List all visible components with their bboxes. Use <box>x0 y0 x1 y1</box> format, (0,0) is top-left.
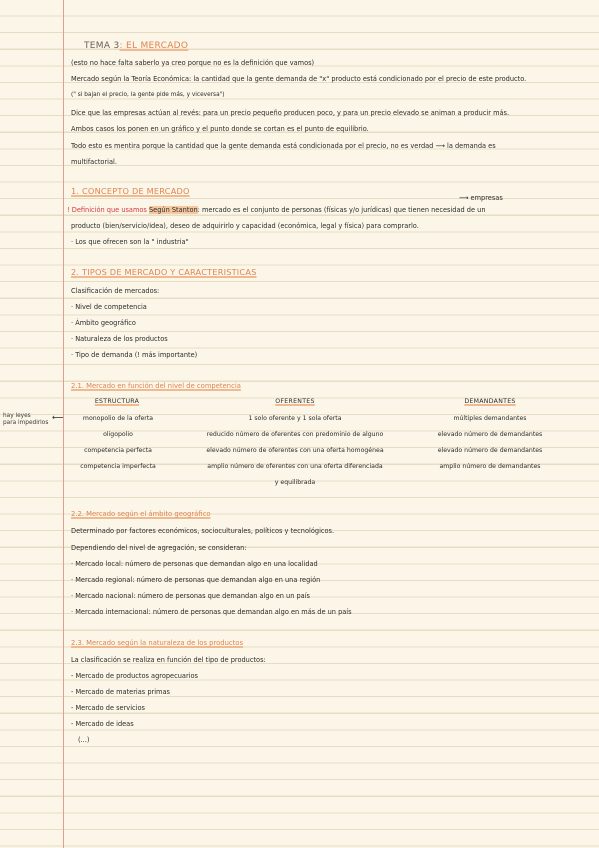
cell-demandantes: elevado número de demandantes <box>437 447 543 454</box>
side-note <box>3 413 48 427</box>
definition-label: ! Definición que usamos <box>67 206 147 214</box>
list-item: · Mercado regional: número de personas que demandan algo en una región <box>71 576 321 584</box>
section-heading: 1. CONCEPTO DE MERCADO <box>71 186 190 196</box>
cell-estructura: oligopolio <box>103 431 133 438</box>
intro-line: (esto no hace falta saberlo ya creo porque no es la definición que vamos) <box>71 59 315 67</box>
side-arrow: ⟵ <box>52 413 64 422</box>
title-accent: : EL MERCADO <box>119 41 189 51</box>
list-item: · Naturaleza de los productos <box>71 335 168 343</box>
intro-line: Ambos casos los ponen en un gráfico y el punto donde se cortan es el punto de equilibrio. <box>71 125 369 133</box>
side-note-line: para impedirlos <box>3 420 49 426</box>
list-item: - Mercado de productos agropecuarios <box>71 672 198 680</box>
cell-estructura: competencia imperfecta <box>80 463 156 470</box>
column-header: ESTRUCTURA <box>94 398 140 405</box>
list-item: · Ámbito geográfico <box>71 319 136 327</box>
subsection-heading: 2.2. Mercado según el ámbito geográfico <box>71 510 211 518</box>
cell-oferentes: amplio número de oferentes con una oferta diferenciada <box>207 463 383 470</box>
definition-author: Según Stanton <box>148 206 198 214</box>
cell-estructura: competencia perfecta <box>84 447 152 454</box>
text-line: Determinado por factores económicos, socioculturales, políticos y tecnológicos. <box>71 527 335 535</box>
intro-line: (" si bajan el precio, la gente pide más, y viceversa") <box>71 92 225 98</box>
list-item: · Nivel de competencia <box>71 303 147 311</box>
page-title <box>84 41 188 51</box>
subsection-heading: 2.1. Mercado en función del nivel de competencia <box>71 382 241 390</box>
intro-line: Mercado según la Teoría Económica: la cantidad que la gente demanda de "x" producto está condicionado por el precio de este producto. <box>71 75 527 83</box>
text-line: La clasificación se realiza en función del tipo de productos: <box>71 656 266 664</box>
definition-line <box>67 205 486 215</box>
margin-line <box>63 0 64 848</box>
intro-line: Todo esto es mentira porque la cantidad que la gente demanda está condicionada por el precio, no es verdad ⟶ la demanda es <box>71 142 496 150</box>
definition-line: · Los que ofrecen son la " industria" <box>71 238 189 246</box>
list-item: - Mercado de servicios <box>71 704 145 712</box>
ellipsis: (...) <box>78 736 90 744</box>
list-item: · Tipo de demanda (! más importante) <box>71 351 198 359</box>
title-main: TEMA 3 <box>84 41 120 51</box>
cell-oferentes: elevado número de oferentes con una oferta homogénea <box>206 447 384 454</box>
cell-demandantes: amplio número de demandantes <box>439 463 541 470</box>
list-item: · Mercado internacional: número de personas que demandan algo en más de un país <box>71 608 352 616</box>
cell-oferentes-continued: y equilibrada <box>274 479 316 486</box>
list-item: · Mercado local: número de personas que demandan algo en una localidad <box>71 560 318 568</box>
classification-intro: Clasificación de mercados: <box>71 287 160 295</box>
cell-oferentes: 1 solo oferente y 1 sola oferta <box>248 415 342 422</box>
intro-line: multifactorial. <box>71 158 117 166</box>
intro-line: Dice que las empresas actúan al revés: para un precio pequeño producen poco, y para un precio elevado se animan a producir más. <box>71 109 510 117</box>
cell-demandantes: elevado número de demandantes <box>437 431 543 438</box>
empresas-note: ⟶ empresas <box>459 194 503 202</box>
list-item: - Mercado de materias primas <box>71 688 170 696</box>
definition-text: : mercado es el conjunto de personas (físicas y/o jurídicas) que tienen necesidad de un <box>197 206 486 214</box>
section-heading: 2. TIPOS DE MERCADO Y CARACTERISTICAS <box>71 267 257 277</box>
list-item: - Mercado de ideas <box>71 720 134 728</box>
side-note-line: hay leyes <box>3 413 31 419</box>
cell-oferentes: reducido número de oferentes con predominio de alguno <box>206 431 384 438</box>
definition-line: producto (bien/servicio/idea), deseo de adquirirlo y capacidad (económica, legal y física) para comprarlo. <box>71 222 419 230</box>
cell-estructura: monopolio de la oferta <box>82 415 154 422</box>
column-header: OFERENTES <box>275 398 315 405</box>
list-item: · Mercado nacional: número de personas que demandan algo en un país <box>71 592 310 600</box>
subsection-heading: 2.3. Mercado según la naturaleza de los productos <box>71 639 243 647</box>
text-line: Dependiendo del nivel de agregación, se consideran: <box>71 544 247 552</box>
column-header: DEMANDANTES <box>464 398 516 405</box>
cell-demandantes: múltiples demandantes <box>453 415 527 422</box>
